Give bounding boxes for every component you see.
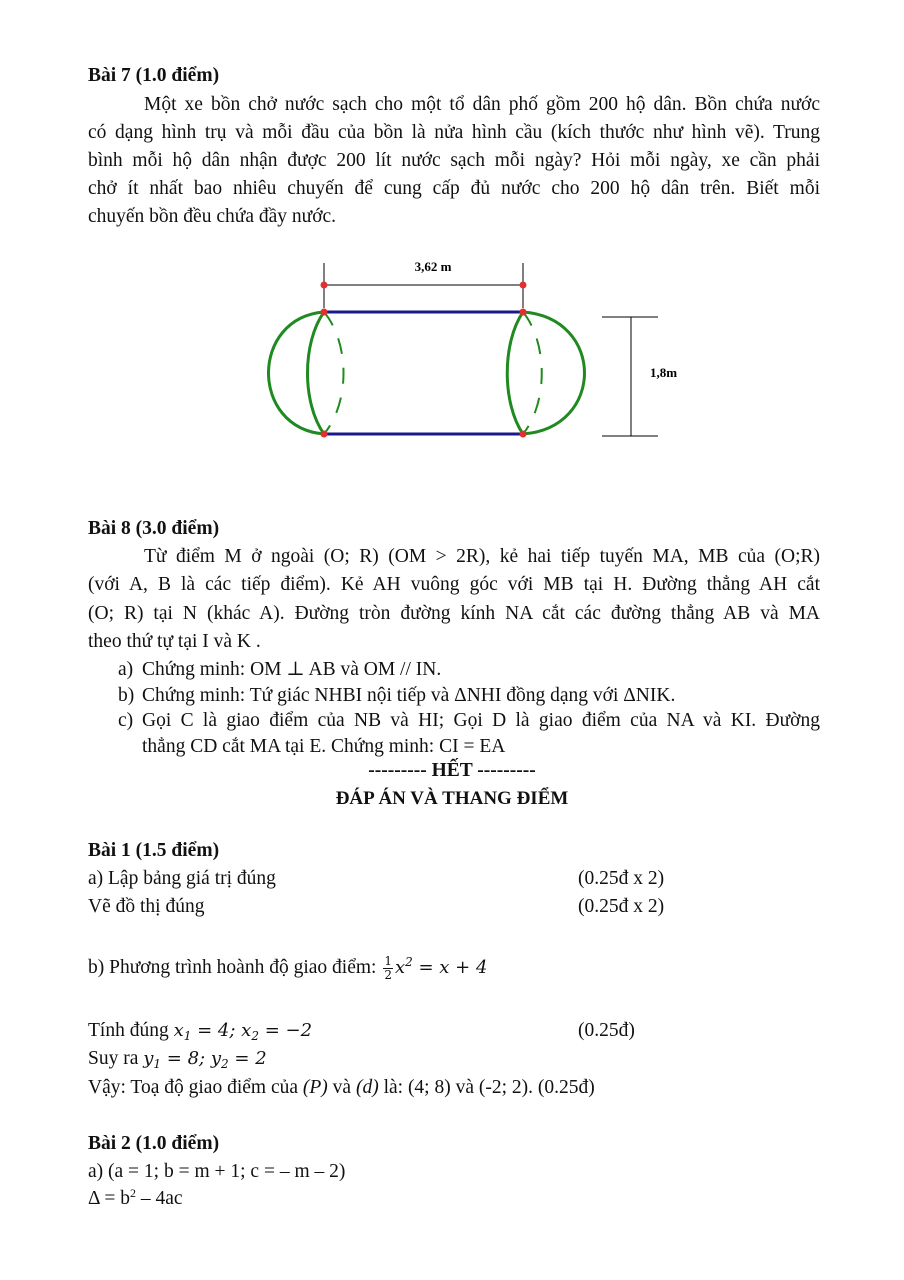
bai8-item-a-text: Chứng minh: OM ⊥ AB và OM // IN.	[142, 659, 442, 680]
bai1-a-text: a) Lập bảng giá trị đúng	[88, 868, 276, 889]
right-hemisphere-arc	[523, 312, 585, 434]
bai1-suy-prefix: Suy ra	[88, 1048, 144, 1069]
bai2-title: Bài 2 (1.0 điểm)	[88, 1133, 220, 1154]
bai8-line-1: Từ điểm M ở ngoài (O; R) (OM > 2R), kẻ hai tiếp tuyến MA, MB của (O;R)	[144, 546, 820, 567]
bai1-graph-score: (0.25đ x 2)	[578, 896, 665, 917]
bai2-delta-suffix: – 4ac	[135, 1188, 183, 1209]
end-mark: --------- HẾT ---------	[368, 760, 536, 781]
bai8-item-c-text: Gọi C là giao điểm của NB và HI; Gọi D là giao điểm của NA và KI. Đường	[142, 710, 820, 731]
bai8-item-a-marker: a)	[118, 659, 134, 680]
bai1-graph-text: Vẽ đồ thị đúng	[88, 896, 205, 917]
tank-point-br	[520, 431, 527, 438]
bai2-delta-line: $\Delta = b^2 - 4ac$	[88, 1186, 183, 1209]
bai8-line-3: (O; R) tại N (khác A). Đường tròn đường kính NA cắt các đường thẳng AB và MA	[88, 603, 820, 624]
bai8-item-c-marker: c)	[118, 710, 134, 731]
bai1-a-score: (0.25đ x 2)	[578, 868, 665, 889]
bai1-title: Bài 1 (1.5 điểm)	[88, 840, 220, 861]
bai7-line-1: Một xe bồn chở nước sạch cho một tổ dân phố gồm 200 hộ dân. Bồn chứa nước	[144, 94, 820, 115]
fraction-one-half: $\frac{1}{2}$	[384, 954, 392, 983]
bai7-line-4: chở ít nhất bao nhiêu chuyến để cung cấp đủ nước cho 200 hộ dân trên. Biết mỗi	[88, 178, 820, 199]
bai1-suy-y2: = 2	[234, 1048, 267, 1069]
bai1-b-eq-tail: = x + 4	[418, 957, 488, 978]
answer-title: ĐÁP ÁN VÀ THANG ĐIỂM	[335, 788, 569, 809]
bai1-suy-line: Suy ra $y_1 = 8$; $y_2 = 2$	[88, 1048, 267, 1071]
dim-point-left	[321, 282, 328, 289]
bai2-a-line: a) (a = 1; b = m + 1; c = – m – 2)	[88, 1161, 346, 1182]
bai8-item-b-marker: b)	[118, 685, 135, 706]
bai8-line-2: (với A, B là các tiếp điểm). Kẻ AH vuông góc với MB tại H. Đường thẳng AH cắt	[88, 574, 820, 595]
bai7-line-5: chuyến bồn đều chứa đầy nước.	[88, 206, 337, 227]
bai1-suy-y1: = 8;	[166, 1048, 211, 1069]
bai7-title: Bài 7 (1.0 điểm)	[88, 65, 220, 86]
bai2-delta-prefix: Δ = b	[88, 1188, 130, 1209]
tank-point-bl	[321, 431, 328, 438]
length-label: 3,62 m	[414, 259, 452, 274]
bai1-calc-line: Tính đúng $x_1 = 4$; $x_2 = -2$	[88, 1020, 313, 1043]
tank-figure	[240, 248, 680, 448]
bai7-line-2: có dạng hình trụ và mỗi đầu của bồn là nửa hình cầu (kích thước như hình vẽ). Trung	[88, 122, 820, 143]
bai1-calc-x1: = 4;	[197, 1020, 242, 1041]
left-back-arc-dashed	[324, 312, 344, 434]
bai8-item-c-cont: thẳng CD cắt MA tại E. Chứng minh: CI = EA	[142, 736, 506, 757]
bai1-conclusion-part2: là: (4; 8) và (-2; 2). (0.25đ)	[378, 1077, 595, 1098]
bai1-conclusion-va: và	[327, 1077, 356, 1098]
bai1-b-prefix: b) Phương trình hoành độ giao điểm:	[88, 957, 382, 978]
bai1-b-line	[88, 954, 487, 982]
bai1-calc-prefix: Tính đúng	[88, 1020, 174, 1041]
bai1-calc-x2: = −2	[264, 1020, 313, 1041]
right-front-arc	[507, 312, 523, 434]
bai8-item-b-text: Chứng minh: Tứ giác NHBI nội tiếp và ΔNHI đồng dạng với ΔNIK.	[142, 685, 676, 706]
bai8-title: Bài 8 (3.0 điểm)	[88, 518, 220, 539]
bai1-conclusion-d: (d)	[355, 1077, 379, 1098]
bai1-conclusion	[88, 1074, 595, 1102]
dim-point-right	[520, 282, 527, 289]
tank-point-tl	[321, 309, 328, 316]
bai1-b-eq-var: $x^2$	[394, 955, 413, 978]
bai1-calc-score: (0.25đ)	[578, 1020, 635, 1041]
bai1-conclusion-part1: Vậy: Toạ độ giao điểm của	[88, 1077, 303, 1098]
height-label: 1,8m	[650, 365, 678, 380]
bai7-line-3: bình mỗi hộ dân nhận được 200 lít nước sạch mỗi ngày? Hỏi mỗi ngày, xe cần phải	[88, 150, 820, 171]
right-back-arc-dashed	[523, 312, 542, 434]
tank-point-tr	[520, 309, 527, 316]
bai8-line-4: theo thứ tự tại I và K .	[88, 631, 261, 652]
left-front-arc	[308, 312, 325, 434]
bai1-conclusion-P: (P)	[302, 1077, 328, 1098]
